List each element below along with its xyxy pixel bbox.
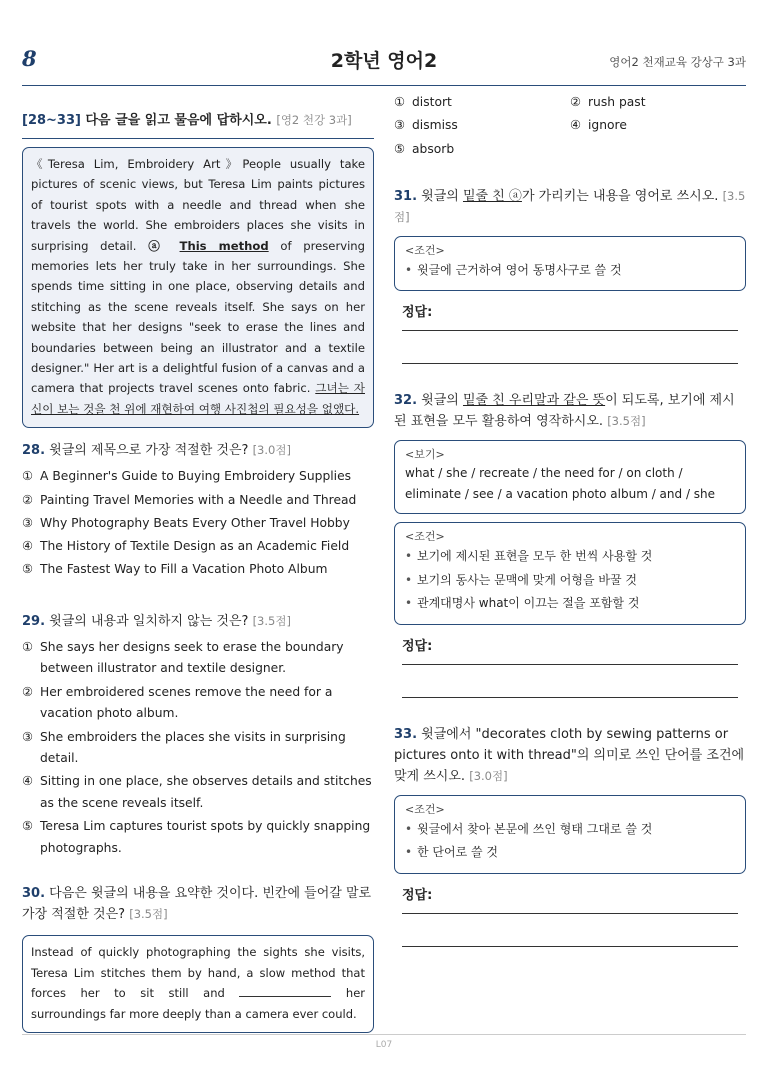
option[interactable]: ④ ignore	[570, 118, 627, 133]
answer-label: 정답:	[402, 305, 433, 321]
answer-area[interactable]	[394, 884, 746, 947]
footer-divider	[22, 1034, 746, 1035]
question-30	[22, 883, 374, 925]
section-range: [28~33]	[22, 113, 81, 128]
answer-line[interactable]	[402, 697, 738, 698]
question-33	[394, 724, 746, 787]
question-number: 28.	[22, 443, 46, 459]
condition-item: • 한 단어로 쓸 것	[405, 845, 498, 860]
summary-text-before: Instead of quickly photographing the sights she visits, Teresa Lim stitches them by hand, a slow method that forces her to sit still and	[31, 945, 365, 1001]
option[interactable]: ⑤ absorb	[394, 141, 455, 156]
question-31: 31. 윗글의 밑줄 친 ⓐ가 가리키는 내용을 영어로 쓰시오. [3.5점]	[394, 188, 746, 224]
option[interactable]: ① She says her designs seek to erase the boundary between illustrator and textile designer.	[22, 639, 344, 676]
option[interactable]: ③ Why Photography Beats Every Other Travel Hobby	[22, 515, 350, 530]
option[interactable]: ④ Sitting in one place, she observes details and stitches as the scene reveals itself.	[22, 774, 372, 810]
question-text: 윗글에서 "decorates cloth by sewing patterns or pictures onto it with thread"의 의미로 쓰인 단어를 조건에 맞게 쓰시오.	[394, 726, 745, 784]
page-number: 8	[22, 46, 37, 71]
option[interactable]: ③ She embroiders the places she visits in surprising detail.	[22, 729, 346, 766]
conditions-label: <조건>	[405, 243, 445, 257]
answer-area[interactable]	[394, 301, 746, 364]
question-29	[22, 611, 374, 632]
condition-item: • 윗글에서 찾아 본문에 쓰인 형태 그대로 쓸 것	[405, 821, 653, 836]
question-points: [3.5점]	[129, 907, 168, 922]
option[interactable]: ② rush past	[570, 95, 646, 109]
section-heading	[22, 100, 374, 139]
condition-item: • 윗글에 근거하여 영어 동명사구로 쓸 것	[405, 262, 622, 277]
question-underlined: 밑줄 친 ⓐ	[462, 188, 522, 204]
conditions-label: <조건>	[405, 530, 445, 544]
question-28	[22, 440, 374, 461]
option[interactable]: ④ The History of Textile Design as an Academic Field	[22, 539, 350, 554]
question-number: 31.	[394, 188, 418, 204]
answer-label: 정답:	[402, 887, 433, 903]
underlined-korean-sentence: 그녀는 자신이 보는 것을 천 위에 재현하여 여행 사진첩의 필요성을 없앴다.	[31, 381, 365, 416]
answer-label: 정답:	[402, 638, 433, 654]
option[interactable]: ② Her embroidered scenes remove the need for a vacation photo album.	[22, 684, 333, 721]
q28-options	[22, 466, 374, 581]
summary-text-after: her surroundings far more deeply than a camera ever could.	[31, 986, 366, 1021]
question-text: 윗글의 내용과 일치하지 않는 것은?	[49, 613, 249, 629]
answer-line[interactable]	[402, 330, 738, 331]
q29-options	[22, 637, 374, 859]
conditions-label: <조건>	[405, 802, 445, 816]
underline-marker-a: ⓐ	[148, 238, 168, 253]
summary-box	[22, 935, 374, 1033]
option[interactable]: ① distort	[394, 95, 452, 109]
q30-options	[394, 92, 746, 162]
section-instruction: 다음 글을 읽고 물음에 답하시오.	[85, 113, 272, 128]
answer-line[interactable]	[402, 664, 738, 665]
left-column	[22, 100, 374, 1033]
bogi-box	[394, 440, 746, 514]
underlined-phrase-a: This method	[179, 238, 269, 253]
conditions-box	[394, 236, 746, 292]
question-points: [3.5점]	[252, 613, 291, 628]
page-title: 2학년 영어2	[330, 50, 438, 72]
answer-line[interactable]	[402, 913, 738, 914]
option[interactable]: ③ dismiss	[394, 118, 458, 133]
question-number: 32.	[394, 393, 418, 409]
question-points: [3.0점]	[469, 768, 508, 783]
summary-blank	[239, 996, 331, 997]
passage-text-2: of preserving memories lets her truly take in her surroundings. She spends time sitting in one place, observing details and stitching as the scene reveals itself. She says on her website that her designs "seek to erase the lines and boundaries between being an illustrator and a textile designer." Her art is a delightful fusion of a canvas and a camera that projects travel scenes onto fabric.	[31, 238, 365, 396]
question-points: [3.0점]	[252, 443, 291, 458]
passage-text-1: 《Teresa Lim, Embroidery Art》People usually take pictures of scenic views, but Teresa Lim paints pictures of tourist spots with a needle and thread when she travels the world. She embroiders places she visits in surprising detail.	[31, 157, 365, 253]
bogi-text: what / she / recreate / the need for / on cloth / eliminate / see / a vacation photo album / and / she	[405, 466, 716, 502]
question-number: 30.	[22, 886, 46, 902]
question-number: 29.	[22, 613, 46, 629]
answer-line[interactable]	[402, 363, 738, 364]
header-subinfo: 영어2 천재교육 강상구 3과	[609, 55, 746, 69]
condition-item: • 관계대명사 what이 이끄는 절을 포함할 것	[405, 596, 640, 611]
condition-item: • 보기에 제시된 표현을 모두 한 번씩 사용할 것	[405, 549, 653, 564]
page-header	[22, 40, 746, 86]
reading-passage	[22, 147, 374, 428]
right-column	[394, 95, 746, 947]
question-points: [3.5점]	[394, 188, 746, 224]
question-underlined: 밑줄 친 우리말과 같은 뜻	[462, 393, 606, 409]
question-text: 다음은 윗글의 내용을 요약한 것이다. 빈칸에 들어갈 말로 가장 적절한 것은?	[22, 886, 372, 923]
conditions-box	[394, 522, 746, 625]
question-number: 33.	[394, 726, 418, 742]
bogi-label: <보기>	[405, 448, 445, 462]
answer-line[interactable]	[402, 946, 738, 947]
option[interactable]: ① A Beginner's Guide to Buying Embroidery Supplies	[22, 469, 352, 484]
answer-area[interactable]	[394, 635, 746, 698]
question-32: 32. 윗글의 밑줄 친 우리말과 같은 뜻이 되도록, 보기에 제시된 표현을 모두 활용하여 영작하시오. [3.5점]	[394, 393, 735, 430]
option[interactable]: ⑤ Teresa Lim captures tourist spots by quickly snapping photographs.	[22, 819, 371, 855]
question-points: [3.5점]	[607, 414, 646, 429]
condition-item: • 보기의 동사는 문맥에 맞게 어형을 바꿀 것	[405, 572, 637, 587]
page-footer: L07	[375, 1040, 393, 1050]
section-source: [영2 천강 3과]	[276, 113, 352, 127]
question-text: 윗글의 제목으로 가장 적절한 것은?	[49, 443, 249, 459]
option[interactable]: ② Painting Travel Memories with a Needle and Thread	[22, 492, 357, 507]
option[interactable]: ⑤ The Fastest Way to Fill a Vacation Photo Album	[22, 562, 328, 577]
conditions-box	[394, 795, 746, 874]
